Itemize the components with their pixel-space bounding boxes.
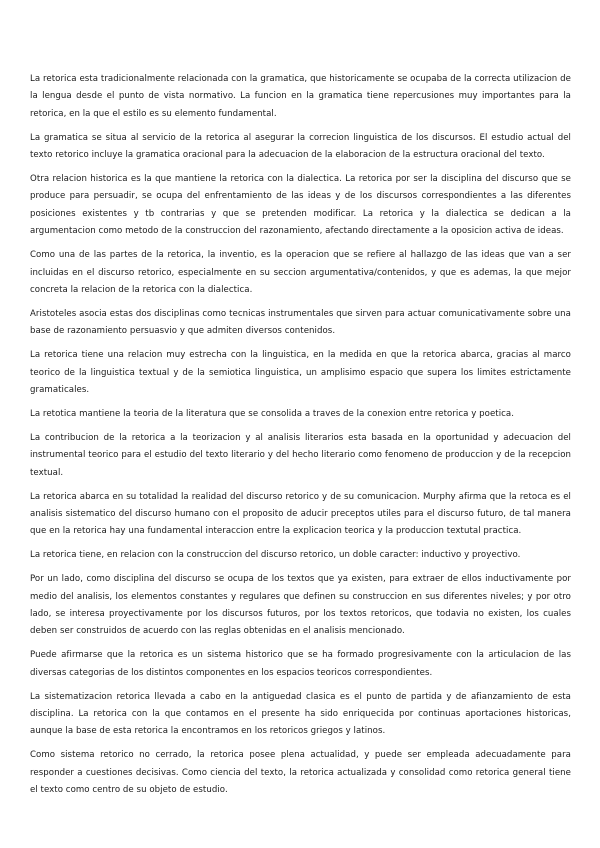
paragraph-2: La gramatica se situa al servicio de la retorica al asegurar la correcion linguistica de los discursos. El estudio actual del texto retorico incluye la gramatica oracional para la adecuacion de la elaboracion de la estructura oracional del texto. bbox=[30, 132, 571, 161]
paragraph-11: Por un lado, como disciplina del discurso se ocupa de los textos que ya existen, para extraer de ellos inductivamente por medio del analisis, los elementos constantes y regulares que definen su construccion en sus diferentes niveles; y por otro lado, se interesa proyectivamente por los discursos futuros, por los textos retoricos, que todavia no existen, los cuales deben ser construidos de acuerdo con las reglas obtenidas en el analisis mencionado. bbox=[30, 574, 571, 637]
paragraph-9: La retorica abarca en su totalidad la realidad del discurso retorico y de su comunicacion. Murphy afirma que la retoca es el analisis sistematico del discurso humano con el proposito de aducir preceptos utiles para el discurso futuro, de tal manera que en la retorica hay una fundamental interaccion entre la explicacion teorica y la produccion textutal practica. bbox=[30, 491, 571, 537]
paragraph-10: La retorica tiene, en relacion con la construccion del discurso retorico, un doble caracter: inductivo y proyectivo. bbox=[30, 550, 521, 561]
paragraph-8: La contribucion de la retorica a la teorizacion y al analisis literarios esta basada en la oportunidad y adecuacion del instrumental teorico para el estudio del texto literario y del hecho literario como fenomeno de produccion y de la recepcion textual. bbox=[30, 432, 571, 478]
document-body bbox=[30, 71, 571, 806]
paragraph-5: Aristoteles asocia estas dos disciplinas como tecnicas instrumentales que sirven para actuar comunicativamente sobre una base de razonamiento persuasvio y que admiten diversos contenidos. bbox=[30, 308, 571, 337]
paragraph-1: La retorica esta tradicionalmente relacionada con la gramatica, que historicamente se ocupaba de la correcta utilizacion de la lengua desde el punto de vista normativo. La funcion en la gramatica tiene repercusiones muy importantes para la retorica, en la que el estilo es su elemento fundamental. bbox=[30, 74, 571, 119]
paragraph-4: Como una de las partes de la retorica, la inventio, es la operacion que se refiere al hallazgo de las ideas que van a ser incluidas en el discurso retorico, especialmente en su seccion argumentativa/contenidos, y que es ademas, la que mejor concreta la relacion de la retorica con la dialectica. bbox=[30, 250, 571, 295]
paragraph-6: La retorica tiene una relacion muy estrecha con la linguistica, en la medida en que la retorica abarca, gracias al marco teorico de la linguistica textual y de la semiotica linguistica, un amplisimo espacio que supera los limites estrictamente gramaticales. bbox=[30, 350, 571, 395]
paragraph-7: La retotica mantiene la teoria de la literatura que se consolida a traves de la conexion entre retorica y poetica. bbox=[30, 408, 515, 419]
paragraph-12: Puede afirmarse que la retorica es un sistema historico que se ha formado progresivamente con la articulacion de las diversas categorias de los distintos componentes en los espacios teoricos correspondientes. bbox=[30, 650, 571, 678]
paragraph-13: La sistematizacion retorica llevada a cabo en la antiguedad clasica es el punto de partida y de afianzamiento de esta disciplina. La retorica con la que contamos en el presente ha sido enriquecida por continuas aportaciones historicas, aunque la base de esta retorica la encontramos en los retoricos griegos y latinos. bbox=[30, 691, 571, 737]
paragraph-3: Otra relacion historica es la que mantiene la retorica con la dialectica. La retorica por ser la disciplina del discurso que se produce para persuadir, se ocupa del enfrentamiento de las ideas y de los discursos correspondientes a las diferentes posiciones existentes y tb contrarias y que se pretenden modificar. La retorica y la dialectica se dedican a la argumentacion como metodo de la construccion del razonamiento, afectando directamente a la oposicion activa de ideas. bbox=[30, 174, 571, 237]
paragraph-14: Como sistema retorico no cerrado, la retorica posee plena actualidad, y puede ser empleada adecuadamente para responder a cuestiones decisivas. Como ciencia del texto, la retorica actualizada y consolidad como retorica general tiene el texto como centro de su objeto de estudio. bbox=[30, 750, 571, 796]
